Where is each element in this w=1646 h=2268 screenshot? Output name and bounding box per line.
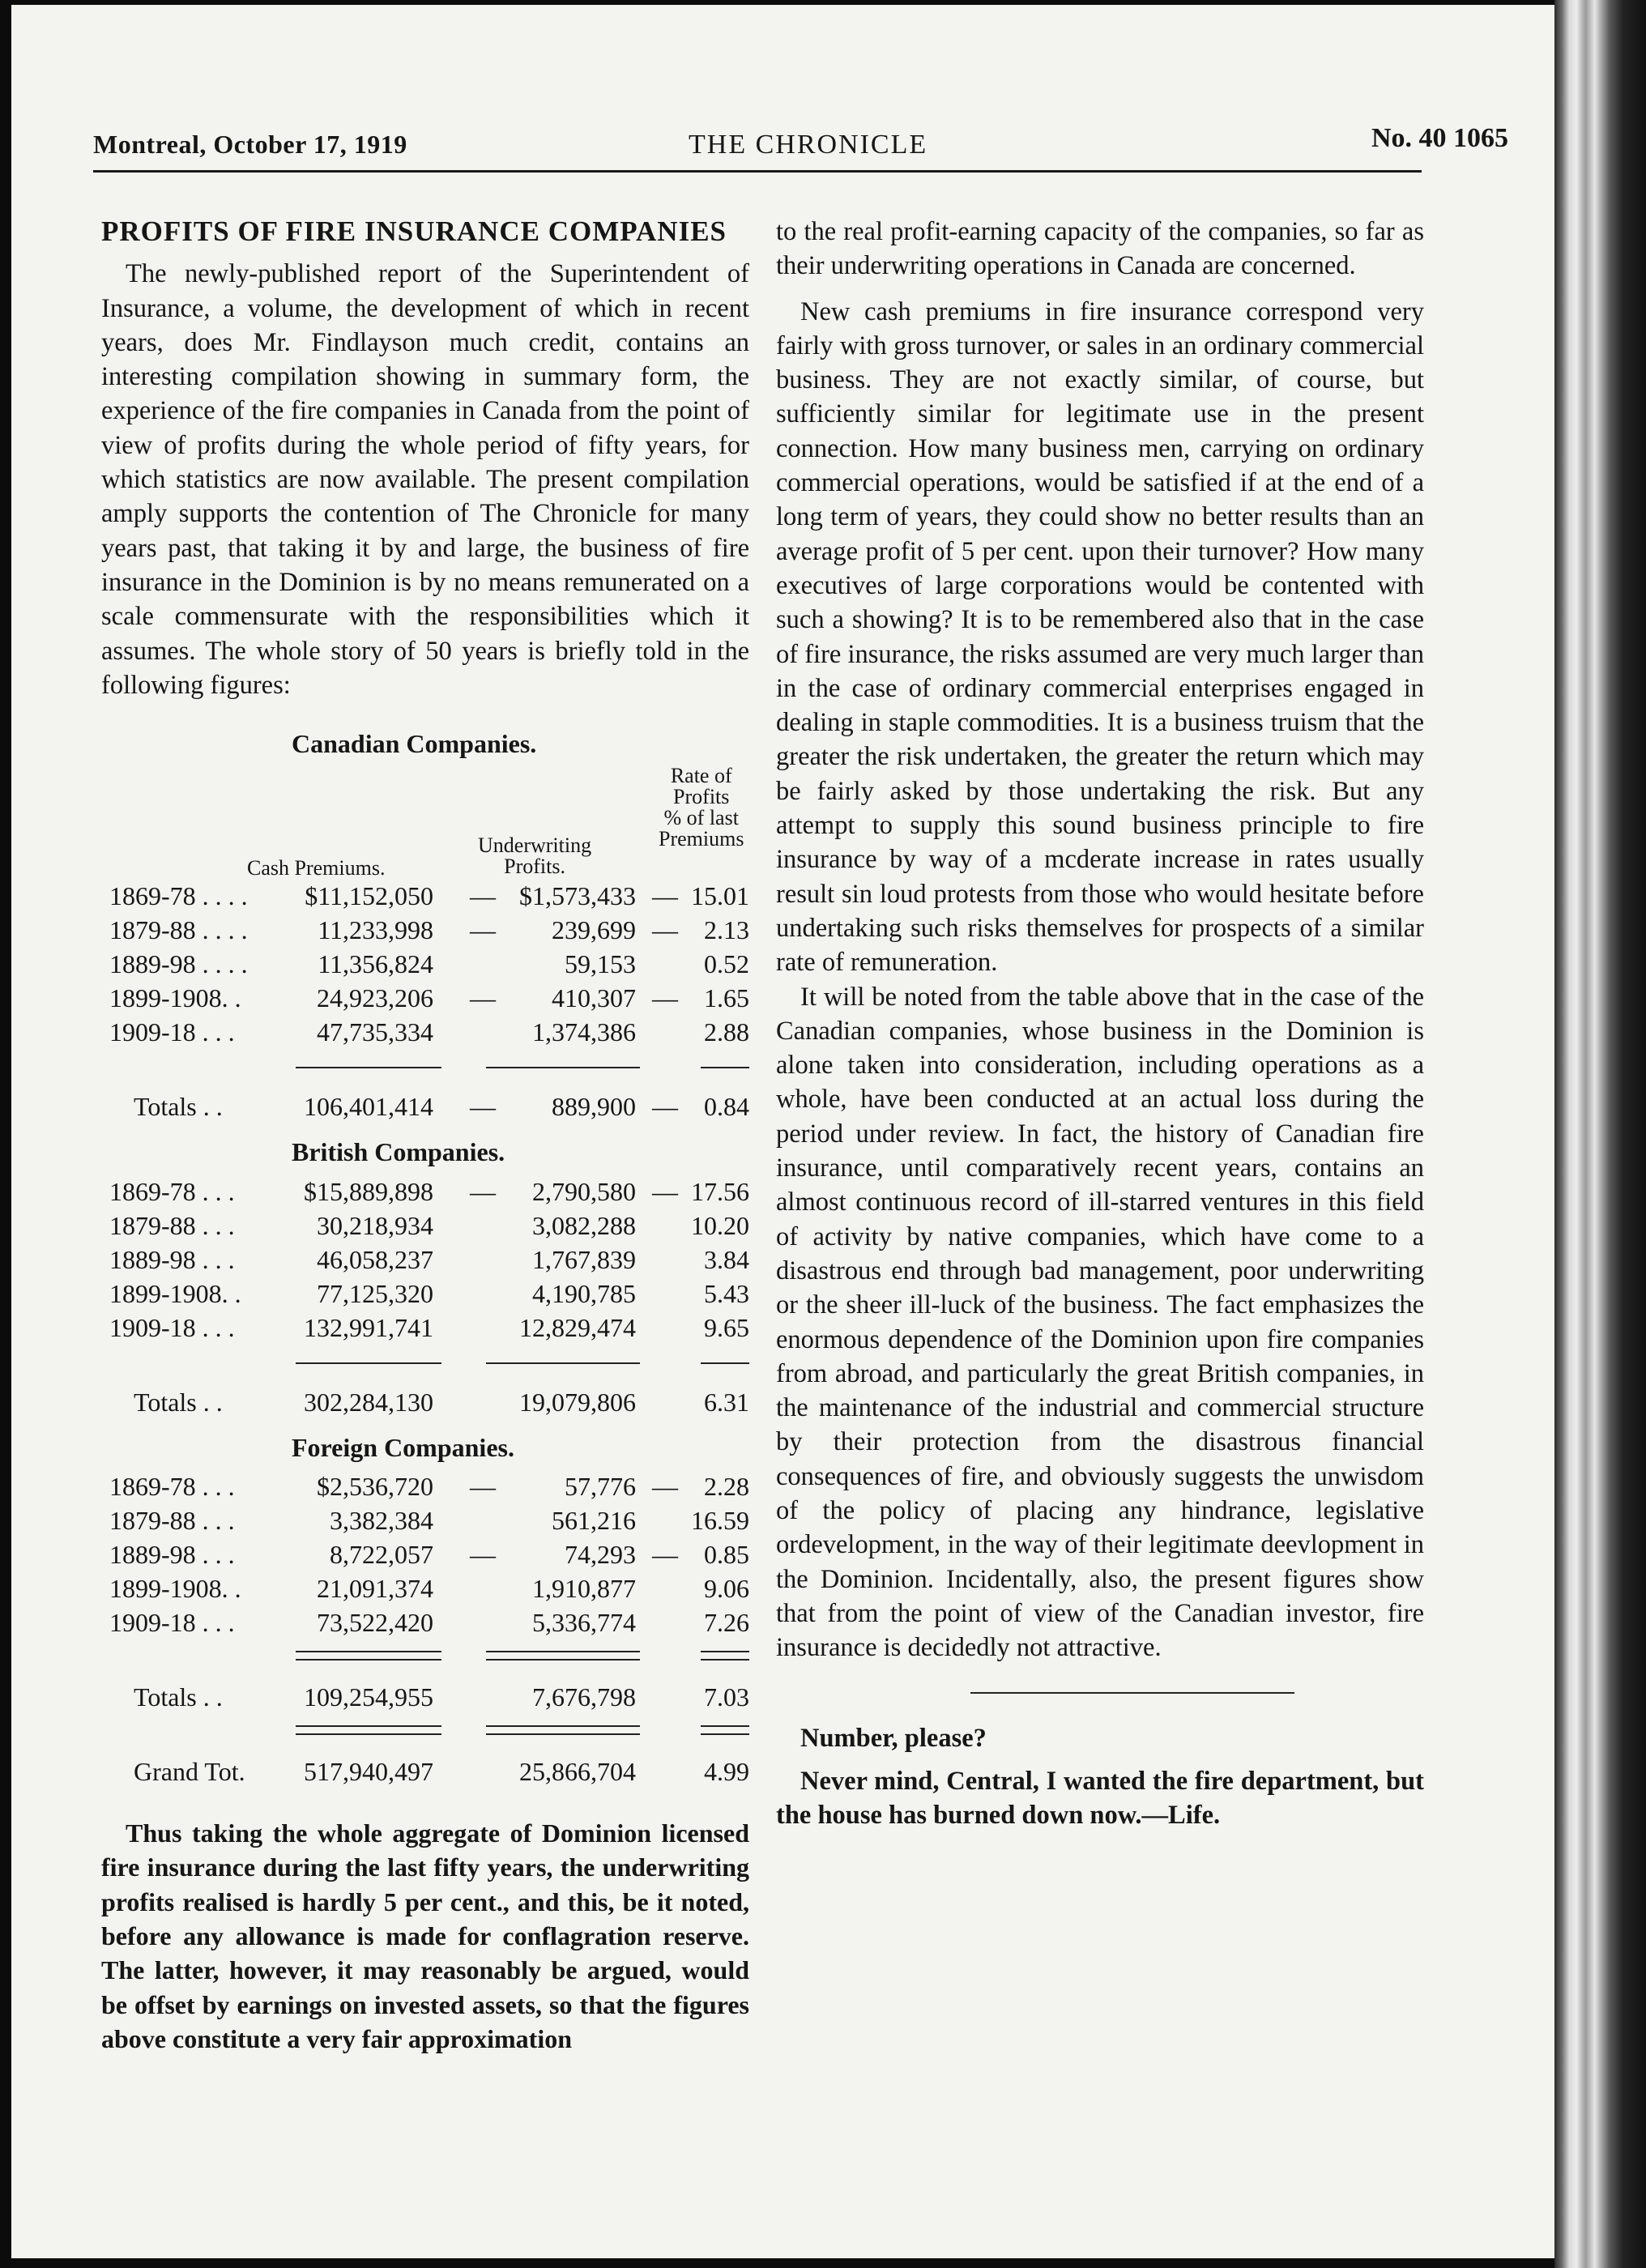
cash-premiums-cell: 8,722,057 [330, 1540, 433, 1570]
table-rule [101, 1345, 749, 1385]
rate-cell: 1.65 [704, 983, 749, 1013]
rate-cell: 15.01 [691, 881, 749, 911]
column-rule [296, 1067, 441, 1068]
summary-paragraph: Thus taking the whole aggregate of Dominion licensed fire insurance during the last fifty years, the underwriting profits realised is hardly 5 per cent., and this, be it noted, before any allowance is made for conflagration reserve. The latter, however, it may reasonably be argued, would be offset by earnings on invested assets, so that the figures above constitute a very fair approximation [101, 1818, 749, 2053]
table-row [101, 879, 749, 913]
table-row [101, 1277, 749, 1311]
table-total-row [101, 1385, 749, 1419]
underwriting-profit-cell: 5,336,774 [532, 1608, 636, 1638]
underwriting-profit-cell: 19,079,806 [519, 1387, 636, 1417]
column-rule [296, 1362, 441, 1364]
cash-premiums-cell: 109,254,955 [304, 1682, 433, 1712]
cash-premiums-cell: 517,940,497 [304, 1757, 433, 1787]
rate-sign-cell: — [652, 881, 678, 911]
rate-cell: 0.84 [704, 1092, 749, 1122]
profits-table [101, 727, 749, 1788]
underwriting-profit-cell: 3,082,288 [532, 1210, 636, 1240]
rate-cell: 5.43 [704, 1278, 749, 1308]
period-cell: 1889-98 . . . [109, 1244, 235, 1274]
paragraph-cash-premiums: New cash premiums in fire insurance correspond very fairly with gross turnover, or sales in an ordinary commercial business. They are not exactly similar, of course, but sufficiently similar for legitimate use in the present connection. How many business men, carrying on ordinary commercial operations, would be satisfied if at the end of a long term of years, they could show no better results than an average profit of 5 per cent. upon their turnover? How many executives of large corporations would be contented with such a showing? It is to be remembered also that in the case of fire insurance, the risks assumed are very much larger than in the case of ordinary commercial enterprises engaged in dealing in staple commodities. It is a business truism that the greater the risk undertaken, the greater the return which may be fairly asked by those undertaking the risk. But any attempt to supply this sound business principle to fire insurance by way of a mcderate increase in rates usually result sin loud protests from those who would hesitate before undertaking such risks themselves for prospects of a similar rate of remuneration. [776, 296, 1424, 978]
underwriting-profit-cell: 74,293 [565, 1540, 636, 1570]
underwriting-profit-cell: 1,910,877 [532, 1574, 636, 1604]
rate-cell: 16.59 [691, 1506, 749, 1536]
rate-cell: 7.26 [704, 1608, 749, 1638]
underwriting-header-line: Profits. [504, 855, 565, 879]
joke-line-2: Never mind, Central, I wanted the fire department, but the house has burned down now.—Life. [776, 1766, 1424, 1831]
cash-premiums-cell: 21,091,374 [317, 1574, 433, 1604]
period-cell: 1909-18 . . . [109, 1312, 235, 1342]
rate-cell: 17.56 [691, 1176, 749, 1206]
column-rule [296, 1651, 441, 1652]
rate-sign-cell: — [652, 1092, 678, 1122]
table-row [101, 1605, 749, 1639]
cash-premiums-cell: 46,058,237 [317, 1244, 433, 1274]
table-total-row [101, 1680, 749, 1714]
underwriting-profit-cell: 57,776 [565, 1472, 636, 1502]
table-total-row [101, 1754, 749, 1788]
underwriting-profit-cell: 1,374,386 [532, 1017, 636, 1047]
uw-sign-cell: — [470, 881, 496, 911]
rate-cell: 3.84 [704, 1244, 749, 1274]
period-cell: 1879-88 . . . [109, 1210, 235, 1240]
cash-premiums-cell: 106,401,414 [304, 1092, 433, 1122]
rate-header [659, 765, 744, 850]
column-rule [486, 1067, 640, 1068]
column-rule [486, 1362, 640, 1364]
table-row [101, 1537, 749, 1571]
intro-paragraph: The newly-published report of the Superintendent of Insurance, a volume, the development of which in recent years, does Mr. Findlayson much credit, contains an interesting compilation showing in summary form, the experience of the fire companies in Canada from the point of view of profits during the whole period of fifty years, for which statistics are now available. The present compilation amply supports the contention of The Chronicle for many years past, that taking it by and large, the business of fire insurance in the Dominion is by no means remunerated on a scale commensurate with the responsibilities which it assumes. The whole story of 50 years is briefly told in the following figures: [101, 259, 749, 700]
period-cell: Totals . . [134, 1092, 223, 1122]
period-cell: Totals . . [134, 1387, 223, 1417]
section-divider [970, 1692, 1294, 1694]
table-row [101, 1571, 749, 1605]
cash-premiums-cell: 132,991,741 [304, 1312, 433, 1342]
rate-cell: 2.28 [704, 1472, 749, 1502]
header-rule [93, 170, 1422, 173]
table-total-row [101, 1089, 749, 1123]
period-cell: 1909-18 . . . [109, 1017, 235, 1047]
table-row [101, 913, 749, 947]
period-cell: 1869-78 . . . [109, 1176, 235, 1206]
period-cell: 1869-78 . . . . [109, 881, 248, 911]
period-cell: 1899-1908. . [109, 983, 241, 1013]
table-column-headers [101, 765, 749, 879]
table-row [101, 1311, 749, 1345]
rate-cell: 2.88 [704, 1017, 749, 1047]
period-cell: 1889-98 . . . . [109, 949, 248, 979]
continuation-paragraph: to the real profit-earning capacity of the companies, so far as their underwriting operations in Canada are concerned. [776, 217, 1424, 281]
cash-premiums-cell: 11,356,824 [318, 949, 433, 979]
rate-cell: 2.13 [704, 915, 749, 945]
rate-header-line: Rate of [670, 764, 732, 788]
column-rule [296, 1725, 441, 1727]
joke-line-1: Number, please? [800, 1724, 987, 1754]
cash-premiums-cell: 77,125,320 [317, 1278, 433, 1308]
rate-header-line: Profits [673, 785, 730, 809]
cash-premiums-cell: 302,284,130 [304, 1387, 433, 1417]
underwriting-profit-cell: 2,790,580 [532, 1176, 636, 1206]
cash-premiums-cell: 30,218,934 [317, 1210, 433, 1240]
right-column [776, 215, 1424, 1832]
cash-premiums-cell: 3,382,384 [330, 1506, 433, 1536]
cash-premiums-cell: 47,735,334 [317, 1017, 433, 1047]
table-row [101, 947, 749, 981]
rate-cell: 10.20 [691, 1210, 749, 1240]
uw-sign-cell: — [470, 915, 496, 945]
book-binding-edge [1554, 0, 1646, 2268]
table-row [101, 1503, 749, 1537]
period-cell: Totals . . [134, 1682, 223, 1712]
underwriting-profit-cell: 239,699 [552, 915, 636, 945]
rate-cell: 0.85 [704, 1540, 749, 1570]
cash-premiums-cell: $11,152,050 [305, 881, 433, 911]
underwriting-profit-cell: 561,216 [552, 1506, 636, 1536]
rate-cell: 9.65 [704, 1312, 749, 1342]
underwriting-profit-cell: 12,829,474 [519, 1312, 636, 1342]
period-cell: 1889-98 . . . [109, 1540, 235, 1570]
table-row [101, 1469, 749, 1503]
underwriting-header-line: Underwriting [478, 833, 592, 858]
underwriting-profit-cell: 25,866,704 [519, 1757, 636, 1787]
cash-premiums-cell: 24,923,206 [317, 983, 433, 1013]
rate-cell: 6.31 [704, 1387, 749, 1417]
table-row [101, 1243, 749, 1277]
rate-header-line: Premiums [659, 827, 744, 851]
rate-header-line: % of last [663, 806, 739, 830]
table-rule [101, 1714, 749, 1754]
underwriting-profit-cell: 889,900 [552, 1092, 636, 1122]
cash-premiums-cell: 11,233,998 [318, 915, 433, 945]
underwriting-header [478, 835, 591, 877]
rate-cell: 4.99 [704, 1757, 749, 1787]
column-rule [701, 1725, 749, 1727]
column-rule [486, 1651, 640, 1652]
table-section-title: Canadian Companies. [292, 729, 537, 759]
rate-cell: 7.03 [704, 1682, 749, 1712]
rate-sign-cell: — [652, 1540, 678, 1570]
table-section-title: Foreign Companies. [292, 1432, 514, 1462]
rate-sign-cell: — [652, 915, 678, 945]
header-dateline: Montreal, October 17, 1919 [93, 130, 407, 159]
period-cell: 1879-88 . . . [109, 1506, 235, 1536]
period-cell: Grand Tot. [134, 1757, 245, 1787]
table-row [101, 981, 749, 1015]
period-cell: 1869-78 . . . [109, 1472, 235, 1502]
cash-premiums-cell: $2,536,720 [317, 1472, 433, 1502]
underwriting-profit-cell: 4,190,785 [532, 1278, 636, 1308]
underwriting-profit-cell: 59,153 [565, 949, 636, 979]
underwriting-profit-cell: 7,676,798 [532, 1682, 636, 1712]
underwriting-profit-cell: $1,573,433 [519, 881, 636, 911]
article-title: PROFITS OF FIRE INSURANCE COMPANIES [101, 215, 727, 247]
left-column [101, 215, 749, 2056]
underwriting-profit-cell: 410,307 [552, 983, 636, 1013]
uw-sign-cell: — [470, 1540, 496, 1570]
table-row [101, 1174, 749, 1209]
column-rule [701, 1067, 749, 1068]
header-issue-page: No. 40 1065 [1371, 123, 1508, 153]
column-rule [701, 1362, 749, 1364]
period-cell: 1909-18 . . . [109, 1608, 235, 1638]
running-header [93, 122, 1508, 170]
uw-sign-cell: — [470, 983, 496, 1013]
rate-cell: 0.52 [704, 949, 749, 979]
rate-sign-cell: — [652, 1472, 678, 1502]
rate-sign-cell: — [652, 983, 678, 1013]
table-section-title: British Companies. [292, 1137, 505, 1167]
table-rule [101, 1639, 749, 1680]
cash-premiums-cell: $15,889,898 [304, 1176, 433, 1206]
rate-sign-cell: — [652, 1176, 678, 1206]
table-rule [101, 1049, 749, 1089]
column-rule [486, 1725, 640, 1727]
cash-premiums-header: Cash Premiums. [247, 856, 386, 880]
period-cell: 1899-1908. . [109, 1574, 241, 1604]
uw-sign-cell: — [470, 1472, 496, 1502]
header-publication-title: THE CHRONICLE [689, 130, 928, 160]
period-cell: 1899-1908. . [109, 1278, 241, 1308]
cash-premiums-cell: 73,522,420 [317, 1608, 433, 1638]
table-row [101, 1209, 749, 1243]
period-cell: 1879-88 . . . . [109, 915, 248, 945]
table-row [101, 1015, 749, 1049]
uw-sign-cell: — [470, 1176, 496, 1206]
rate-cell: 9.06 [704, 1574, 749, 1604]
paragraph-canadian-companies: It will be noted from the table above that in the case of the Canadian companies, whose business in the Dominion is alone taken into consideration, including operations as a whole, have been conducted at an actual loss during the period under review. In fact, the history of Canadian fire insurance, until comparatively recent years, contains an almost continuous record of ill-starred ventures in this field of activity by native companies, which have come to a disastrous end through bad management, poor underwriting or the sheer ill-luck of the business. The fact emphasizes the enormous dependence of the Dominion upon fire companies from abroad, and particularly the great British companies, in the maintenance of the industrial and commercial structure by their protection from the disastrous financial consequences of fire, and obviously suggests the unwisdom of the policy of placing any hindrance, legislative ordevelopment, in the way of their legitimate deevlopment in the Dominion. Incidentally, also, the present figures show that from the point of view of the Canadian investor, fire insurance is decidedly not attractive. [776, 982, 1424, 1663]
column-rule [701, 1651, 749, 1652]
uw-sign-cell: — [470, 1092, 496, 1122]
underwriting-profit-cell: 1,767,839 [532, 1244, 636, 1274]
